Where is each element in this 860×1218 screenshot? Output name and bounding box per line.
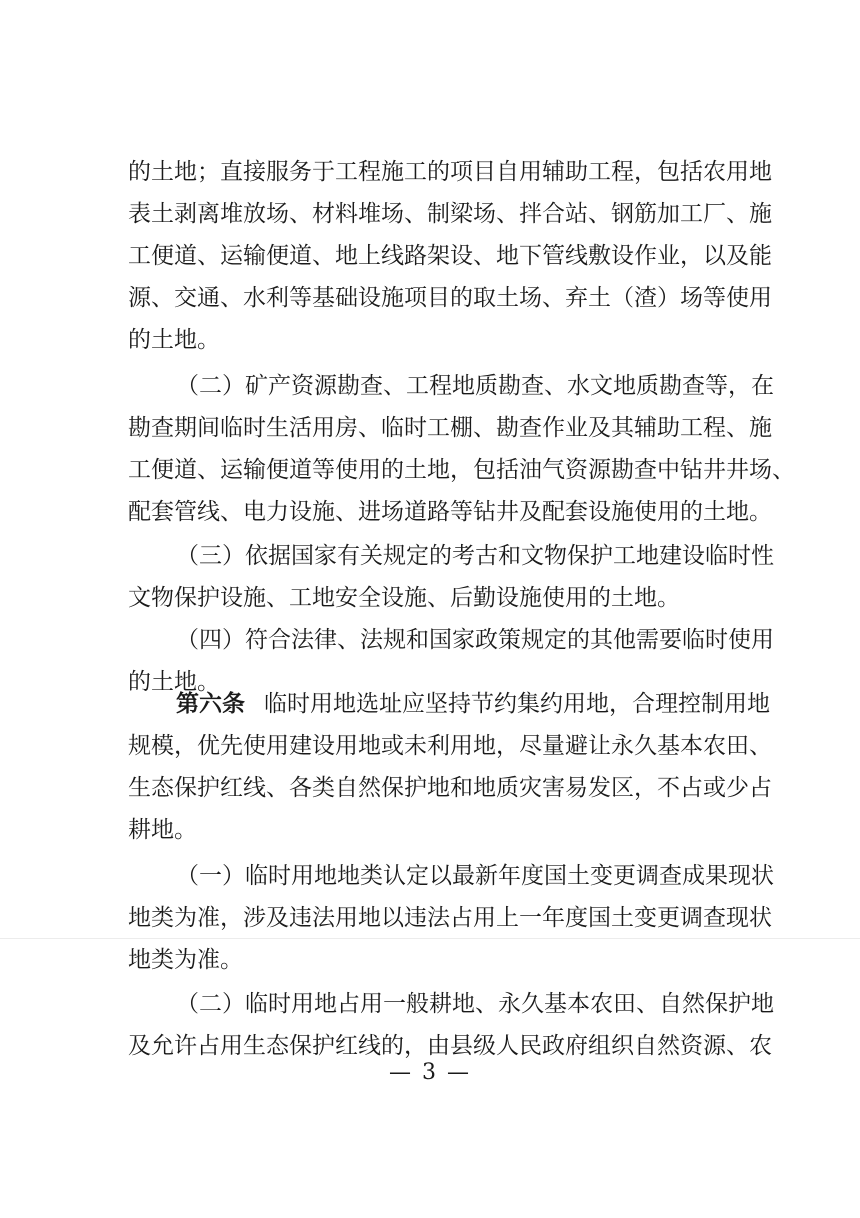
- page-number: — 3 —: [389, 1060, 471, 1085]
- text-line: （二）临时用地占用一般耕地、永久基本农田、自然保护地: [176, 991, 774, 1017]
- text-line: （四）符合法律、法规和国家政策规定的其他需要临时使用: [176, 627, 774, 653]
- text-line: （一）临时用地地类认定以最新年度国土变更调查成果现状: [176, 863, 774, 889]
- text-line: 表土剥离堆放场、材料堆场、制梁场、拌合站、钢筋加工厂、施: [128, 201, 772, 227]
- text-line: 生态保护红线、各类自然保护地和地质灾害易发区，不占或少占: [128, 775, 772, 801]
- article-heading: 第六条: [176, 691, 245, 717]
- text-line: 的土地。: [128, 669, 220, 695]
- text-line: 的土地；直接服务于工程施工的项目自用辅助工程，包括农用地: [128, 159, 772, 185]
- text-line: 文物保护设施、工地安全设施、后勤设施使用的土地。: [128, 585, 680, 611]
- text-line: 规模，优先使用建设用地或未利用地，尽量避让永久基本农田、: [128, 733, 772, 759]
- text-line: 工便道、运输便道、地上线路架设、地下管线敷设作业，以及能: [128, 243, 772, 269]
- text-line: 及允许占用生态保护红线的，由县级人民政府组织自然资源、农: [128, 1033, 772, 1059]
- text-line: 配套管线、电力设施、进场道路等钻井及配套设施使用的土地。: [128, 499, 772, 525]
- text-line: 工便道、运输便道等使用的土地，包括油气资源勘查中钻井井场、: [128, 457, 795, 483]
- text-line: （三）依据国家有关规定的考古和文物保护工地建设临时性: [176, 543, 774, 569]
- text-line: 临时用地选址应坚持节约集约用地，合理控制用地: [264, 691, 770, 717]
- text-line: 的土地。: [128, 327, 220, 353]
- text-line: 地类为准。: [128, 947, 243, 973]
- scan-fold-line: [0, 938, 860, 939]
- text-line: 源、交通、水利等基础设施项目的取土场、弃土（渣）场等使用: [128, 285, 772, 311]
- text-line: 勘查期间临时生活用房、临时工棚、勘查作业及其辅助工程、施: [128, 415, 772, 441]
- text-line: 耕地。: [128, 817, 197, 843]
- text-line: （二）矿产资源勘查、工程地质勘查、水文地质勘查等，在: [176, 373, 774, 399]
- text-line: 地类为准，涉及违法用地以违法占用上一年度国土变更调查现状: [128, 905, 772, 931]
